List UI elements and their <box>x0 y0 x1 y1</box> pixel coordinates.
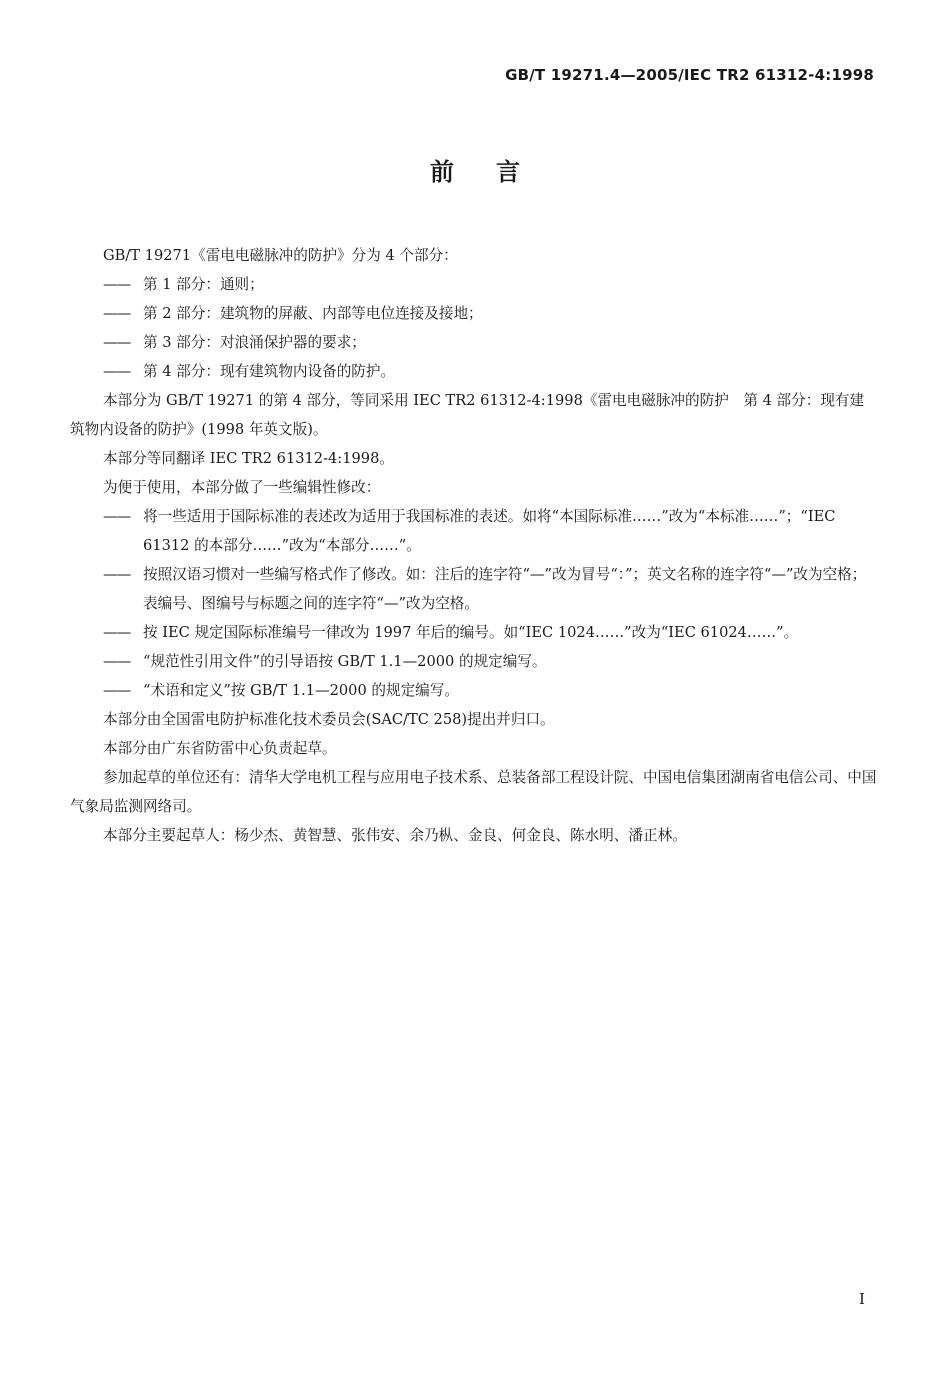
list-item-edit-2 <box>70 560 878 618</box>
list-dash: —— <box>103 682 131 699</box>
list-item-text: 第 2 部分：建筑物的屏蔽、内部等电位连接及接地； <box>143 305 483 322</box>
list-dash: —— <box>103 624 131 641</box>
list-dash: —— <box>103 363 131 380</box>
list-item-text: 第 4 部分：现有建筑物内设备的防护。 <box>143 363 396 380</box>
list-item-edit-5 <box>70 676 878 705</box>
list-dash: —— <box>103 653 131 670</box>
list-item-edit-1 <box>70 502 878 560</box>
list-dash: —— <box>103 276 131 293</box>
participants-paragraph: 参加起草的单位还有：清华大学电机工程与应用电子技术系、总装备部工程设计院、中国电信集团湖南省电信公司、中国气象局监测网络司。 <box>70 769 877 815</box>
list-item-text: “术语和定义”按 GB/T 1.1—2000 的规定编写。 <box>143 682 459 699</box>
page-number: I <box>859 1290 865 1308</box>
list-item-edit-3 <box>70 618 878 647</box>
drafted-by-paragraph: 本部分由广东省防雷中心负责起草。 <box>103 740 337 757</box>
list-item-part-4 <box>70 357 878 386</box>
list-item-part-2 <box>70 299 878 328</box>
drafters-paragraph: 本部分主要起草人：杨少杰、黄智慧、张伟安、余乃枞、金良、何金良、陈水明、潘正林。 <box>103 827 687 844</box>
list-item-text: 按照汉语习惯对一些编写格式作了修改。如：注后的连字符“—”改为冒号“：”；英文名称的连字符“—”改为空格；表编号、图编号与标题之间的连字符“—”改为空格。 <box>143 566 867 612</box>
list-dash: —— <box>103 305 131 322</box>
list-dash: —— <box>103 566 131 583</box>
intro-paragraph: GB/T 19271《雷电电磁脉冲的防护》分为 4 个部分： <box>103 247 458 264</box>
list-item-text: 将一些适用于国际标准的表述改为适用于我国标准的表述。如将“本国际标准……”改为“本标准……”；“IEC 61312 的本部分……”改为“本部分……”。 <box>143 508 836 554</box>
list-item-text: 按 IEC 规定国际标准编号一律改为 1997 年后的编号。如“IEC 1024……”改为“IEC 61024……”。 <box>143 624 799 641</box>
proposed-by-paragraph: 本部分由全国雷电防护标准化技术委员会(SAC/TC 258)提出并归口。 <box>103 711 555 728</box>
page-title: 前言 <box>430 158 562 186</box>
standard-code-header: GB/T 19271.4—2005/IEC TR2 61312-4:1998 <box>505 66 874 84</box>
list-item-text: “规范性引用文件”的引导语按 GB/T 1.1—2000 的规定编写。 <box>143 653 547 670</box>
list-item-edit-4 <box>70 647 878 676</box>
list-dash: —— <box>103 508 131 525</box>
translation-paragraph: 本部分等同翻译 IEC TR2 61312-4:1998。 <box>103 450 394 467</box>
list-item-part-3 <box>70 328 878 357</box>
list-item-text: 第 3 部分：对浪涌保护器的要求； <box>143 334 366 351</box>
list-item-part-1 <box>70 270 878 299</box>
adoption-paragraph: 本部分为 GB/T 19271 的第 4 部分，等同采用 IEC TR2 61312-4:1998《雷电电磁脉冲的防护 第 4 部分：现有建筑物内设备的防护》(1998 年英文版)。 <box>70 392 865 438</box>
list-item-text: 第 1 部分：通则； <box>143 276 264 293</box>
list-dash: —— <box>103 334 131 351</box>
edits-intro-paragraph: 为便于使用，本部分做了一些编辑性修改： <box>103 479 381 496</box>
document-body <box>70 241 878 850</box>
